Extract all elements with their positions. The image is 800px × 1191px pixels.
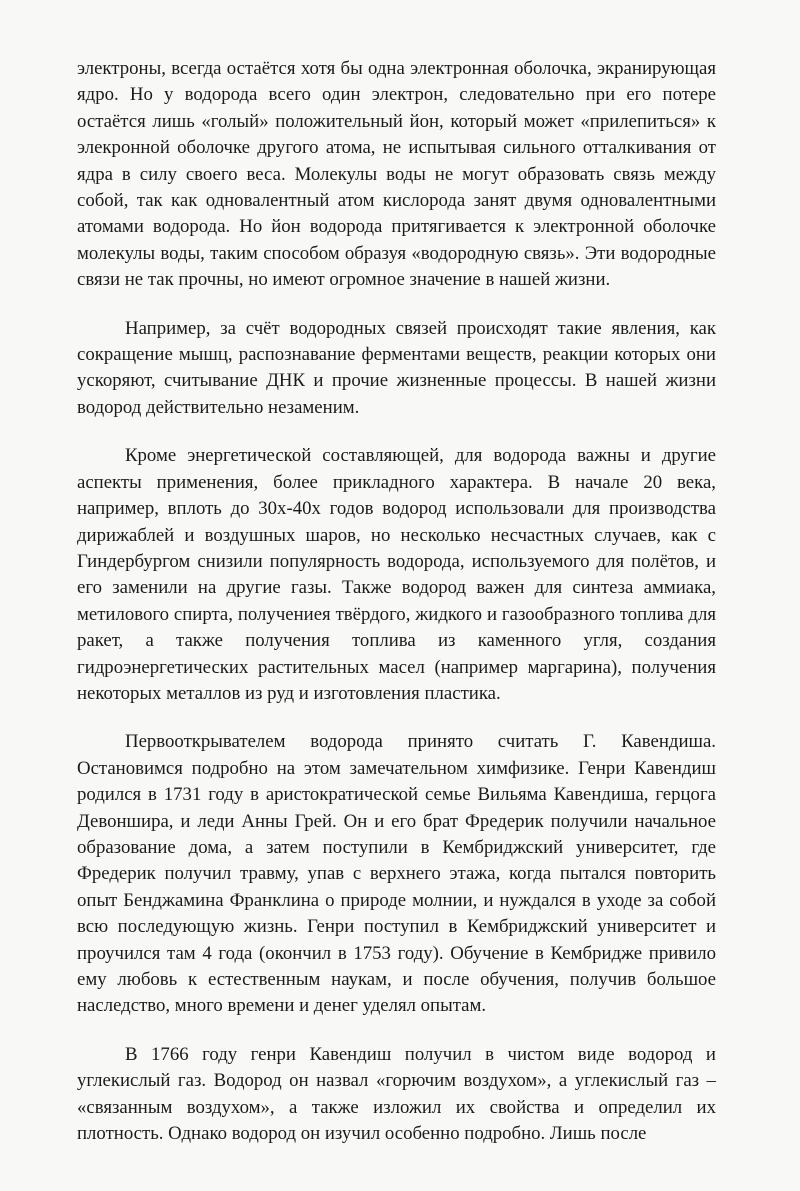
- paragraph-hydrogen-bond-intro: электроны, всегда остаётся хотя бы одна электронная оболочка, экранирующая ядро. Но у водорода всего один электрон, следовательно при его потере остаётся лишь «голый» положительный йон, который может «прилепиться» к элекронной оболочке другого атома, не испытывая сильного отталкивания от ядра в силу своего веса. Молекулы воды не могут образовать связь между собой, так как одновалентный атом кислорода занят двумя одновалентными атомами водорода. Но йон водорода притягивается к электронной оболочке молекулы воды, таким способом образуя «водородную связь». Эти водородные связи не так прочны, но имеют огромное значение в нашей жизни.: [77, 58, 716, 291]
- paragraph-hydrogen-bond-examples: Например, за счёт водородных связей происходят такие явления, как сокращение мышц, распознавание ферментами веществ, реакции которых они ускоряют, считывание ДНК и прочие жизненные процессы. В нашей жизни водород действительно незаменим.: [77, 317, 716, 418]
- paragraph-hydrogen-applications: Кроме энергетической составляющей, для водорода важны и другие аспекты применения, более прикладного характера. В начале 20 века, например, вплоть до 30х-40х годов водород использовали для производства дирижаблей и воздушных шаров, но несколько несчастных случаев, как с Гиндербургом снизили популярность водорода, используемого для полётов, и его заменили на другие газы. Также водород важен для синтеза аммиака, метилового спирта, получениея твёрдого, жидкого и газообразного топлива для ракет, а также получения топлива из каменного угля, создания гидроэнергетических растительных масел (например маргарина), получения некоторых металлов из руд и изготовления пластика.: [77, 445, 716, 704]
- paragraph-cavendish-discovery: В 1766 году генри Кавендиш получил в чистом виде водород и углекислый газ. Водород он назвал «горючим воздухом», а углекислый газ – «связанным воздухом», а также изложил их свойства и определил их плотность. Однако водород он изучил особенно подробно. Лишь после: [77, 1043, 716, 1145]
- paragraph-cavendish-biography: Первооткрывателем водорода принято считать Г. Кавендиша. Остановимся подробно на этом замечательном химфизике. Генри Кавендиш родился в 1731 году в аристократической семье Вильяма Кавендиша, герцога Девоншира, и леди Анны Грей. Он и его брат Фредерик получили начальное образование дома, а затем поступили в Кембриджский университет, где Фредерик получил травму, упав с верхнего этажа, когда пытался повторить опыт Бенджамина Франклина о природе молнии, и нуждался в уходе за собой всю последующую жизнь. Генри поступил в Кембриджский университет и проучился там 4 года (окончил в 1753 году). Обучение в Кембридже привило ему любовь к естественным наукам, и после обучения, получив большое наследство, много времени и денег уделял опытам.: [77, 731, 716, 1017]
